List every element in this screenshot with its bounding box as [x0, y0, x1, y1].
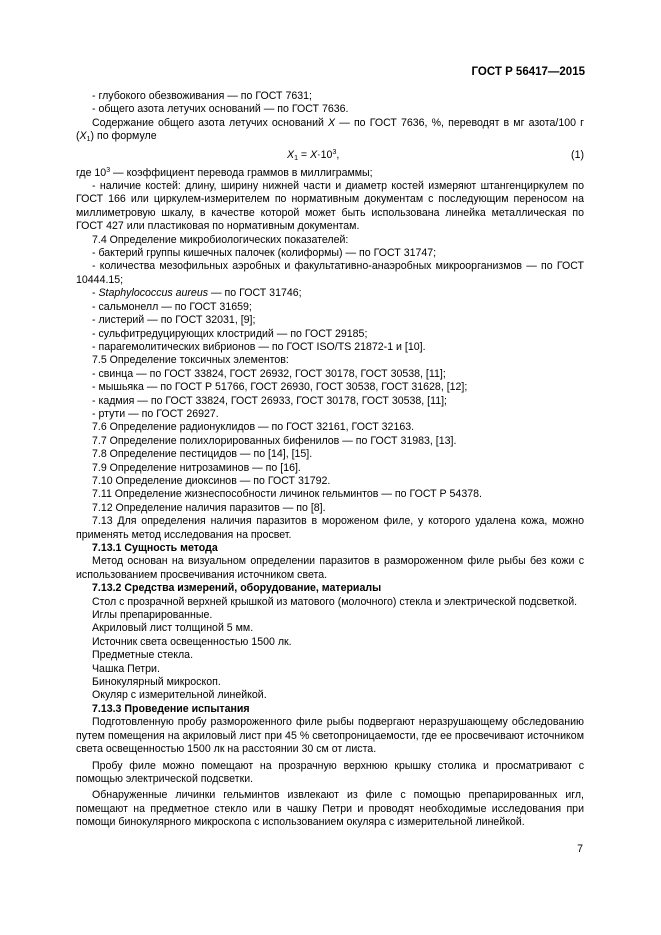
- list-item: - парагемолитических вибрионов — по ГОСТ ISO/TS 21872-1 и [10].: [92, 340, 426, 353]
- page-content: [76, 90, 584, 830]
- equipment-item: Акриловый лист толщиной 5 мм.: [92, 622, 254, 635]
- list-item: - мышьяка — по ГОСТ Р 51766, ГОСТ 26930, ГОСТ 30538, ГОСТ 31628, [12];: [92, 381, 468, 394]
- list-item: - ртути — по ГОСТ 26927.: [92, 407, 219, 420]
- paragraph: Содержание общего азота летучих оснований X — по ГОСТ 7636, %, переводят в мг азота/100 г $(X_1)$ по формуле: [76, 116, 584, 144]
- subsection-heading: 7.13.2 Средства измерений, оборудование, материалы: [92, 582, 382, 595]
- page-number: 7: [577, 843, 583, 855]
- formula: [76, 149, 584, 164]
- section-heading: 7.10 Определение диоксинов — по ГОСТ 31792.: [92, 474, 331, 487]
- list-item: - количества мезофильных аэробных и факультативно-анаэробных микроорганизмов — по ГОСТ 10444.15;: [76, 260, 584, 286]
- list-item: - Staphylococcus aureus — по ГОСТ 31746;: [92, 287, 302, 300]
- section-heading: 7.7 Определение полихлорированных бифенилов — по ГОСТ 31983, [13].: [92, 434, 457, 447]
- section-heading: 7.8 Определение пестицидов — по [14], [15].: [92, 448, 313, 461]
- section-heading: 7.4 Определение микробиологических показателей:: [92, 233, 349, 246]
- formula-expression: $X_1 = X\cdot 10^3$,: [287, 148, 340, 162]
- paragraph: Подготовленную пробу размороженного филе рыбы подвергают неразрушающему обследованию путем помещения на акриловый лист при 45 % светопроницаемости, где ее просвечивают источником света освещенностью 1500 лк на расстоянии 30 см от листа.: [76, 716, 584, 756]
- section-heading: 7.6 Определение радионуклидов — по ГОСТ 32161, ГОСТ 32163.: [92, 421, 415, 434]
- equipment-item: Чашка Петри.: [92, 662, 160, 675]
- paragraph: Пробу филе можно помещают на прозрачную верхнюю крышку столика и просматривают с помощью электрической подсветки.: [76, 759, 584, 785]
- equipment-item: Стол с прозрачной верхней крышкой из матового (молочного) стекла и электрической подсветкой.: [92, 595, 578, 608]
- equipment-item: Иглы препарированные.: [92, 609, 213, 622]
- list-item: - сальмонелл — по ГОСТ 31659;: [92, 300, 252, 313]
- equipment-item: Бинокулярный микроскоп.: [92, 676, 221, 689]
- section-heading: 7.11 Определение жизнеспособности личинок гельминтов — по ГОСТ Р 54378.: [92, 488, 482, 501]
- list-item: - свинца — по ГОСТ 33824, ГОСТ 26932, ГОСТ 30178, ГОСТ 30538, [11];: [92, 367, 446, 380]
- paragraph: Обнаруженные личинки гельминтов извлекают из филе с помощью препарированных игл, помещают на предметное стекло или в чашку Петри и проводят необходимые исследования при помощи бинокулярного микроскопа с использованием окуляра с измерительной линейкой.: [76, 789, 584, 829]
- section-heading: 7.12 Определение наличия паразитов — по [8].: [92, 501, 326, 514]
- list-item: - сульфитредуцирующих клостридий — по ГОСТ 29185;: [92, 327, 368, 340]
- formula-number: (1): [571, 148, 584, 161]
- section-heading: 7.5 Определение токсичных элементов:: [92, 354, 289, 367]
- paragraph: Метод основан на визуальном определении паразитов в размороженном филе рыбы без кожи с использованием просвечивания источником света.: [76, 555, 584, 581]
- list-item: - кадмия — по ГОСТ 33824, ГОСТ 26933, ГОСТ 30178, ГОСТ 30538, [11];: [92, 394, 447, 407]
- list-item: - общего азота летучих оснований — по ГОСТ 7636.: [92, 103, 349, 116]
- paragraph: - наличие костей: длину, ширину нижней части и диаметр костей измеряют штангенциркулем по ГОСТ 166 или циркулем-измерителем по нормативным документам с последующим переносом на миллиметровую шкалу, в качестве которой может быть использована линейка металлическая по ГОСТ 427 или пластиковая по нормативным документам.: [76, 180, 584, 233]
- paragraph: 7.13 Для определения наличия паразитов в мороженом филе, у которого удалена кожа, можно применять метод исследования на просвет.: [76, 515, 584, 541]
- section-heading: 7.9 Определение нитрозаминов — по [16].: [92, 461, 301, 474]
- document-header: ГОСТ Р 56417—2015: [471, 66, 585, 78]
- list-item: - бактерий группы кишечных палочек (колиформы) — по ГОСТ 31747;: [92, 247, 437, 260]
- subsection-heading: 7.13.1 Сущность метода: [92, 542, 218, 554]
- equipment-item: Источник света освещенностью 1500 лк.: [92, 635, 292, 648]
- list-item: - листерий — по ГОСТ 32031, [9];: [92, 314, 256, 327]
- subsection-heading: 7.13.3 Проведение испытания: [92, 702, 250, 715]
- equipment-item: Предметные стекла.: [92, 649, 194, 662]
- equipment-item: Окуляр с измерительной линейкой.: [92, 689, 267, 702]
- list-item: - глубокого обезвоживания — по ГОСТ 7631;: [92, 90, 312, 102]
- paragraph: где $10^3$ — коэффициент перевода граммов в миллиграммы;: [76, 166, 373, 179]
